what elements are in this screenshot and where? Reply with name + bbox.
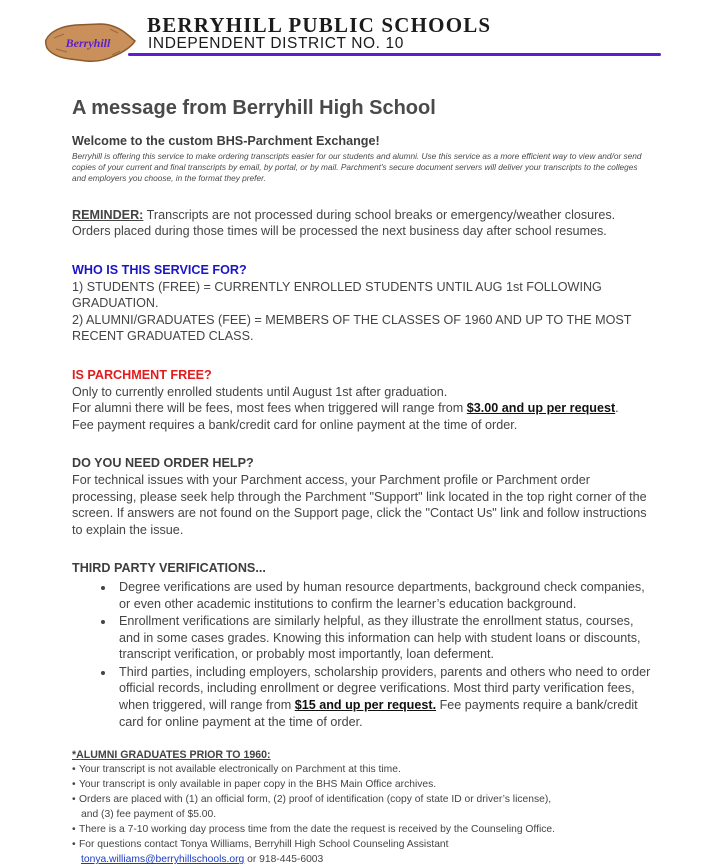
letterhead (0, 0, 704, 60)
free-line-3: Fee payment requires a bank/credit card for online payment at the time of order. (72, 417, 518, 432)
verification-fee: $15 and up per request. (294, 698, 437, 713)
third-party-list (72, 579, 652, 730)
alumni-item-text: Orders are placed with (1) an official form, (2) proof of identification (copy of state ID or driver’s license), (79, 794, 552, 806)
contact-phone: or 918-445-6003 (244, 854, 324, 866)
alumni-item-text: Your transcript is not available electronically on Parchment at this time. (79, 764, 401, 776)
list-item: • Degree verifications are used by human resource departments, background check companies, or even other academic institutions to confirm the learner’s education background. (115, 579, 652, 612)
who-line-alumni: 2) ALUMNI/GRADUATES (FEE) = MEMBERS OF THE CLASSES OF 1960 AND UP TO THE MOST RECENT GRADUATED CLASS. (72, 312, 632, 344)
alumni-item-continuation: and (3) fee payment of $5.00. (81, 809, 217, 821)
contact-email-link[interactable]: tonya.williams@berryhillschools.org (81, 854, 245, 866)
help-section (72, 455, 652, 538)
welcome-text: Berryhill is offering this service to make ordering transcripts easier for our students and alumni. Use this service as a more efficient way to view and/or send copies of your current and final transcripts by email, by portal, or by mail. Parchment's secure document servers will deliver your transcripts to the colleges and employers you choose, in the format they prefer. (72, 150, 642, 184)
alumni-list (72, 762, 652, 867)
logo-text: Berryhill (65, 36, 111, 50)
welcome-heading: Welcome to the custom BHS-Parchment Exchange! (72, 134, 380, 148)
reminder-text: Transcripts are not processed during school breaks or emergency/weather closures. Orders placed during those times will be processed the next business day after school resumes. (72, 207, 616, 239)
alumni-item-text: There is a 7-10 working day process time from the date the request is received by the Counseling Office. (79, 824, 555, 836)
alumni-fee: $3.00 and up per request (466, 401, 616, 416)
free-heading: IS PARCHMENT FREE? (72, 367, 212, 382)
bullet3-end: Fee payments require a bank/credit card for online payment at the time of order. (119, 698, 638, 729)
third-party-section (72, 560, 652, 730)
alumni-item-text: Your transcript is only available in paper copy in the BHS Main Office archives. (79, 779, 437, 791)
who-line-students: 1) STUDENTS (FREE) = CURRENTLY ENROLLED STUDENTS UNTIL AUG 1st FOLLOWING GRADUATION. (72, 279, 602, 311)
bullet: • (72, 794, 76, 806)
help-heading: DO YOU NEED ORDER HELP? (72, 456, 254, 471)
alumni-section (72, 748, 652, 867)
arrowhead-logo-icon (40, 14, 138, 72)
document-body (72, 96, 652, 867)
contact-line (72, 852, 652, 867)
help-text: For technical issues with your Parchment access, your Parchment profile or Parchment order processing, please seek help through the Parchment "Support" link located in the top right corner of the screen. If answers are not found on the Support page, click the "Contact Us" link and follow instructions to explain the issue. (72, 472, 647, 537)
alumni-item-text: For questions contact Tonya Williams, Berryhill High School Counseling Assistant (79, 839, 449, 851)
list-item: • Enrollment verifications are similarly helpful, as they illustrate the enrollment status, courses, and in some cases grades. Knowing this information can help with student loans or discounts, transcript verification, or probably most importantly, loan deferment. (115, 613, 652, 663)
reminder-label: REMINDER: (72, 207, 144, 222)
free-section (72, 367, 652, 433)
bullet: • (72, 764, 76, 776)
list-item (72, 792, 652, 807)
bullet: • (72, 824, 76, 836)
header-rule (128, 53, 661, 56)
district-name: INDEPENDENT DISTRICT NO. 10 (148, 35, 404, 52)
free-line-2 (72, 400, 652, 417)
who-section (72, 262, 652, 345)
list-item (72, 762, 652, 777)
list-item (72, 837, 652, 852)
free-line-2-end: . (615, 401, 619, 416)
free-line-2-text: For alumni there will be fees, most fees when triggered will range from (72, 401, 467, 416)
third-party-heading: THIRD PARTY VERIFICATIONS... (72, 561, 266, 576)
reminder-paragraph (72, 207, 652, 240)
bullet3-text: Third parties, including employers, scholarship providers, parents and others who need to order official records, including enrollment or degree verifications. Most third party verification fees, when triggered, will range from (119, 664, 651, 713)
bullet: • (72, 779, 76, 791)
page-title: A message from Berryhill High School (72, 97, 436, 119)
list-item (72, 822, 652, 837)
who-heading: WHO IS THIS SERVICE FOR? (72, 263, 247, 277)
list-item (72, 777, 652, 792)
free-line-1: Only to currently enrolled students until August 1st after graduation. (72, 384, 448, 399)
bullet: • (72, 839, 76, 851)
alumni-heading: *ALUMNI GRADUATES PRIOR TO 1960: (72, 749, 271, 762)
school-name: BERRYHILL PUBLIC SCHOOLS (147, 13, 492, 37)
list-item (115, 664, 652, 730)
